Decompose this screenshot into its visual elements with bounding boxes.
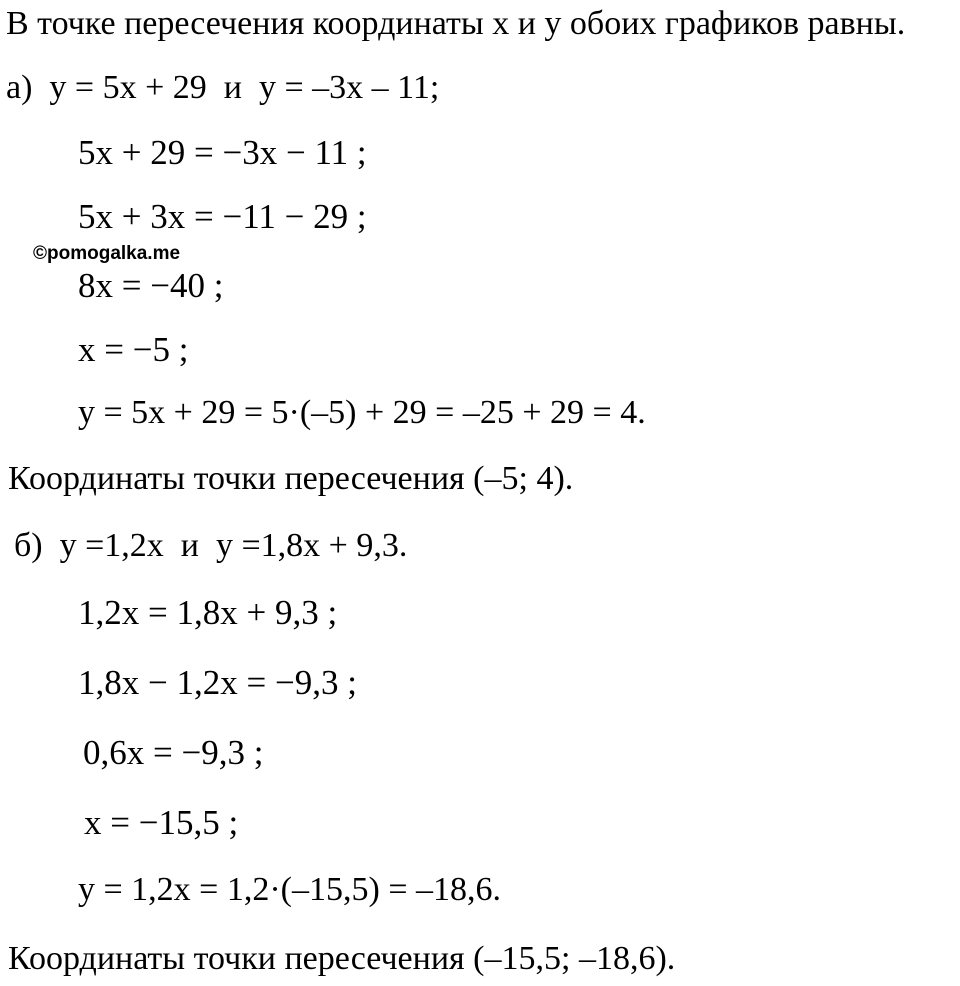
- watermark: ©pomogalka.me: [33, 243, 181, 264]
- intro-text: В точке пересечения координаты x и y обоих графиков равны.: [6, 5, 906, 42]
- part-b-header: б) y =1,2x и y =1,8x + 9,3.: [14, 527, 408, 564]
- part-a-step-5: y = 5x + 29 = 5·(–5) + 29 = –25 + 29 = 4.: [78, 394, 646, 431]
- part-b-step-3: 0,6x = −9,3 ;: [83, 733, 264, 772]
- part-b-step-1: 1,2x = 1,8x + 9,3 ;: [78, 593, 338, 632]
- part-a-header: а) y = 5x + 29 и y = –3x – 11;: [6, 69, 440, 106]
- part-a-step-4: x = −5 ;: [78, 330, 189, 369]
- part-b-answer: Координаты точки пересечения (–15,5; –18,6).: [8, 940, 676, 977]
- part-b-step-4: x = −15,5 ;: [84, 803, 239, 842]
- part-a-step-2: 5x + 3x = −11 − 29 ;: [78, 197, 367, 236]
- part-b-step-5: y = 1,2x = 1,2·(–15,5) = –18,6.: [78, 871, 501, 908]
- part-a-answer: Координаты точки пересечения (–5; 4).: [8, 460, 574, 497]
- part-a-step-3: 8x = −40 ;: [78, 266, 224, 305]
- part-a-step-1: 5x + 29 = −3x − 11 ;: [78, 133, 367, 172]
- part-b-step-2: 1,8x − 1,2x = −9,3 ;: [78, 663, 357, 702]
